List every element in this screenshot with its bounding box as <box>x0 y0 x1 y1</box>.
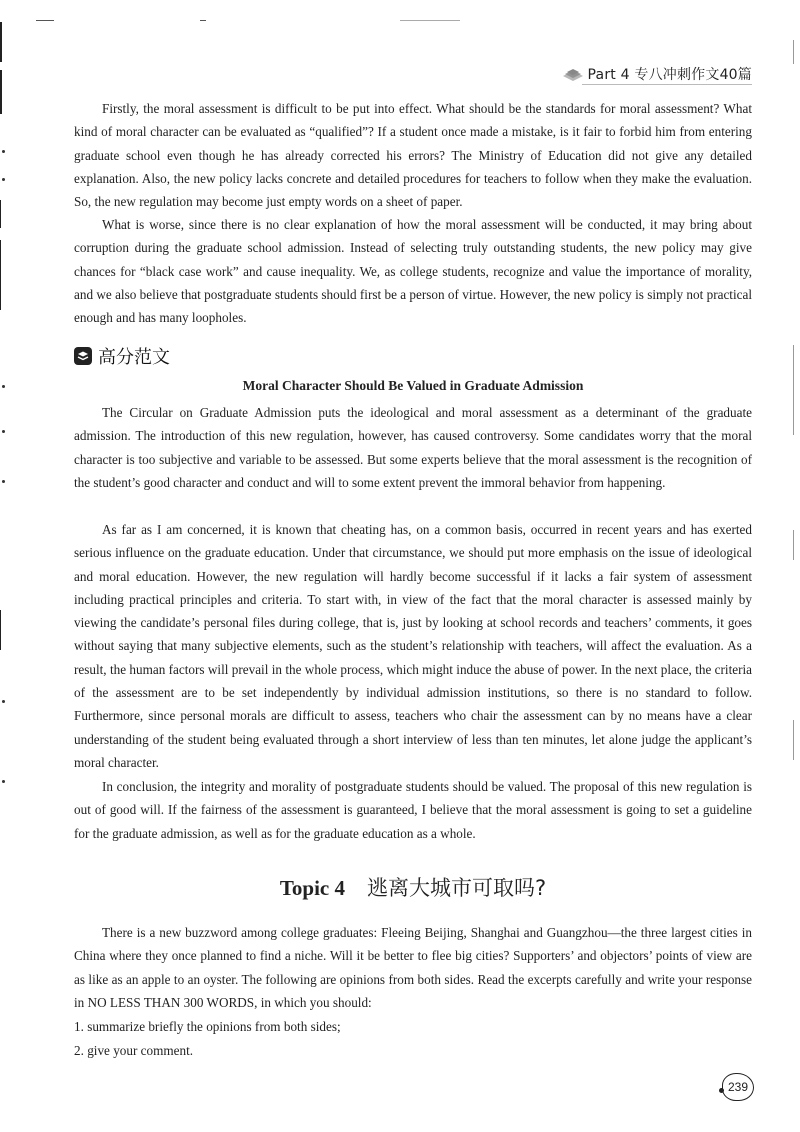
prompt-list-item: 1. summarize briefly the opinions from both sides; <box>74 1019 341 1034</box>
essay-paragraph: The Circular on Graduate Admission puts the ideological and moral assessment as a determinant of the graduate admission. The introduction of this new regulation, however, has caused controversy. Some candidates worry that the moral character is too subjective and variable to be assessed. But some experts believe that the moral assessment is the recognition of the student’s good character and conduct and will to some extent prevent the immoral behavior from happening. <box>74 405 752 490</box>
scan-edge-mark <box>793 530 794 560</box>
page-number: 239 <box>722 1073 754 1101</box>
prompt-paragraph: There is a new buzzword among college graduates: Fleeing Beijing, Shanghai and Guangzhou—the three largest cities in China where they once planned to find a niche. Will it be better to flee big cities? Supporters’ and objectors’ points of view are as like as an apple to an oyster. The following are opinions from both sides. Read the excerpts carefully and write your response in NO LESS THAN 300 WORDS, in which you should: <box>74 925 752 1010</box>
scan-edge-mark <box>0 610 1 650</box>
running-header <box>562 64 752 84</box>
section-title: 高分范文 <box>98 347 170 368</box>
essay-paragraph: In conclusion, the integrity and morality of postgraduate students should be valued. The proposal of this new regulation is out of good will. If the fairness of the assessment is guaranteed, I believe that the moral assessment is going to set a guideline for the graduate admission, as well as for the graduate education as a whole. <box>74 779 752 841</box>
scan-speck <box>2 700 5 703</box>
book-stack-icon <box>562 66 584 82</box>
topic-title-cn: 逃离大城市可取吗? <box>367 876 547 900</box>
scan-edge-mark <box>0 200 1 228</box>
scan-edge-mark <box>400 20 460 21</box>
body-paragraph: Firstly, the moral assessment is difficult to be put into effect. What should be the standards for moral assessment? What kind of moral character can be evaluated as “qualified”? If a student once made a mistake, is it fair to forbid him from entering graduate school even though he has already corrected his errors? The Ministry of Education did not give any detailed explanation. Also, the new policy lacks concrete and detailed procedures for teachers to follow when they make the evaluation. So, the new regulation may become just empty words on a sheet of paper. <box>74 101 752 210</box>
scan-speck <box>2 480 5 483</box>
scan-speck <box>2 430 5 433</box>
scan-edge-mark <box>200 20 206 21</box>
essay-title: Moral Character Should Be Valued in Graduate Admission <box>242 378 584 393</box>
section-heading <box>74 343 170 369</box>
header-rule <box>582 84 752 85</box>
scan-speck <box>2 178 5 181</box>
scan-edge-mark <box>793 720 794 760</box>
scan-edge-mark <box>0 240 1 310</box>
scan-edge-mark <box>36 20 54 21</box>
layers-icon <box>74 347 92 365</box>
body-paragraph: What is worse, since there is no clear explanation of how the moral assessment will be conducted, it may bring about corruption during the graduate school admission. Instead of selecting truly outstanding students, the new policy may give chances for “black case work” and cause inequality. We, as college students, recognize and value the importance of morality, and we also believe that postgraduate students should first be a person of virtue. However, the new policy is simply not practical enough and has many loopholes. <box>74 217 752 326</box>
scan-edge-mark <box>0 70 2 114</box>
topic-heading <box>0 872 800 902</box>
header-title: Part 4 专八冲刺作文40篇 <box>587 67 752 83</box>
scan-edge-mark <box>793 40 794 64</box>
essay-paragraph: As far as I am concerned, it is known that cheating has, on a common basis, occurred in recent years and has exerted serious influence on the graduate education. Under that circumstance, we should put more emphasis on the issue of ideological and moral education. However, the new regulation will hardly become successful if it lacks a fair system of assessment including practical principles and criteria. To start with, in view of the fact that the moral character is assessed mainly by viewing the candidate’s personal files during college, that is, just by looking at school records and teachers’ comments, it goes without saying that many subjective elements, such as the student’s relationship with teachers, will affect the evaluation. As a result, the human factors will prevail in the whole process, which might induce the abuse of power. In the next place, the criteria of the assessment are to be set independently by individual admission institutions, so there is no standard to follow. Furthermore, since personal morals are difficult to assess, teachers who chair the assessment can by no means have a clear understanding of the student being evaluated through a short interview of less than ten minutes, let alone judge the applicant’s moral character. <box>74 522 752 770</box>
scan-edge-mark <box>0 22 2 62</box>
scan-speck <box>2 780 5 783</box>
prompt-list-item: 2. give your comment. <box>74 1043 194 1058</box>
topic-label: Topic 4 <box>279 876 345 900</box>
scan-speck <box>2 150 5 153</box>
